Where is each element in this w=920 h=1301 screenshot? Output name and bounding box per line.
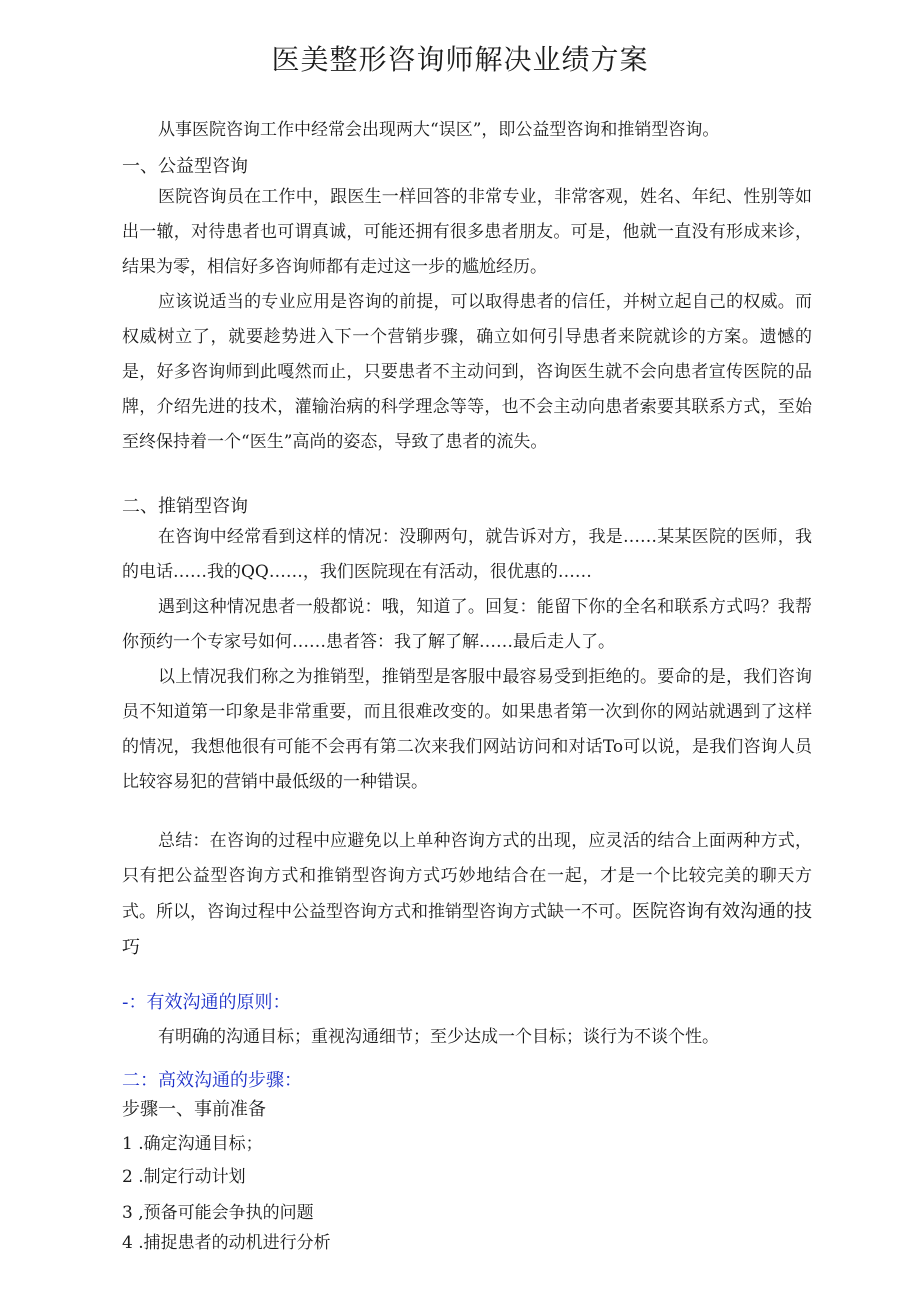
summary-block xyxy=(122,824,812,966)
section1-paragraph-2: 应该说适当的专业应用是咨询的前提，可以取得患者的信任，并树立起自己的权威。而权威树立了，就要趁势进入下一个营销步骤，确立如何引导患者来院就诊的方案。遗憾的是，好多咨询师到此嘎然而止，只要患者不主动问到，咨询医生就不会向患者宣传医院的品牌，介绍先进的技术，灌输治病的科学理念等等，也不会主动向患者索要其联系方式，至始至终保持着一个“医生”高尚的姿态，导致了患者的流失。 xyxy=(122,292,812,452)
step1-heading: 步骤一、事前准备 xyxy=(122,1099,266,1120)
section2-heading: 二、推销型咨询 xyxy=(122,496,248,517)
section1-heading: 一、公益型咨询 xyxy=(122,156,248,177)
principles-body xyxy=(122,1020,812,1055)
summary-paragraph xyxy=(122,824,812,966)
principles-text: 有明确的沟通目标；重视沟通细节；至少达成一个目标；谈行为不谈个性。 xyxy=(158,1027,719,1047)
document-title: 医美整形咨询师解决业绩方案 xyxy=(271,43,649,76)
section2-paragraph-3: 以上情况我们称之为推销型，推销型是客服中最容易受到拒绝的。要命的是，我们咨询员不知道第一印象是非常重要，而且很难改变的。如果患者第一次到你的网站就遇到了这样的情况，我想他很有可能不会再有第二次来我们网站访问和对话To可以说，是我们咨询人员比较容易犯的营销中最低级的一种错误。 xyxy=(122,667,812,792)
steps-heading: 二：高效沟通的步骤： xyxy=(122,1070,302,1091)
step-item: 4 .捕捉患者的动机进行分析 xyxy=(122,1233,331,1253)
intro-text: 从事医院咨询工作中经常会出现两大“误区”，即公益型咨询和推销型咨询。 xyxy=(158,120,720,140)
principles-heading: -：有效沟通的原则： xyxy=(122,992,291,1013)
step-item: 3 ,预备可能会争执的问题 xyxy=(122,1203,314,1223)
intro-paragraph xyxy=(122,113,812,148)
section2-body xyxy=(122,520,812,800)
section2-paragraph-2: 遇到这种情况患者一般都说：哦，知道了。回复：能留下你的全名和联系方式吗？我帮你预约一个专家号如何……患者答：我了解了解……最后走人了。 xyxy=(122,597,812,652)
techniques-title: 医院咨询有效沟通的技巧 xyxy=(122,901,812,958)
section1-body xyxy=(122,180,812,460)
summary-text: 总结：在咨询的过程中应避免以上单种咨询方式的出现，应灵活的结合上面两种方式，只有把公益型咨询方式和推销型咨询方式巧妙地结合在一起，才是一个比较完美的聊天方式。所以，咨询过程中公益型咨询方式和推销型咨询方式缺一不可。 xyxy=(122,831,812,922)
step-item: 1 .确定沟通目标； xyxy=(122,1134,263,1154)
step-item: 2 .制定行动计划 xyxy=(122,1167,246,1187)
section1-paragraph-1: 医院咨询员在工作中，跟医生一样回答的非常专业，非常客观，姓名、年纪、性别等如出一辙，对待患者也可谓真诚，可能还拥有很多患者朋友。可是，他就一直没有形成来诊，结果为零，相信好多咨询师都有走过这一步的尴尬经历。 xyxy=(122,187,812,277)
section2-paragraph-1: 在咨询中经常看到这样的情况：没聊两句，就告诉对方，我是……某某医院的医师，我的电话……我的QQ……，我们医院现在有活动，很优惠的…… xyxy=(122,527,812,582)
